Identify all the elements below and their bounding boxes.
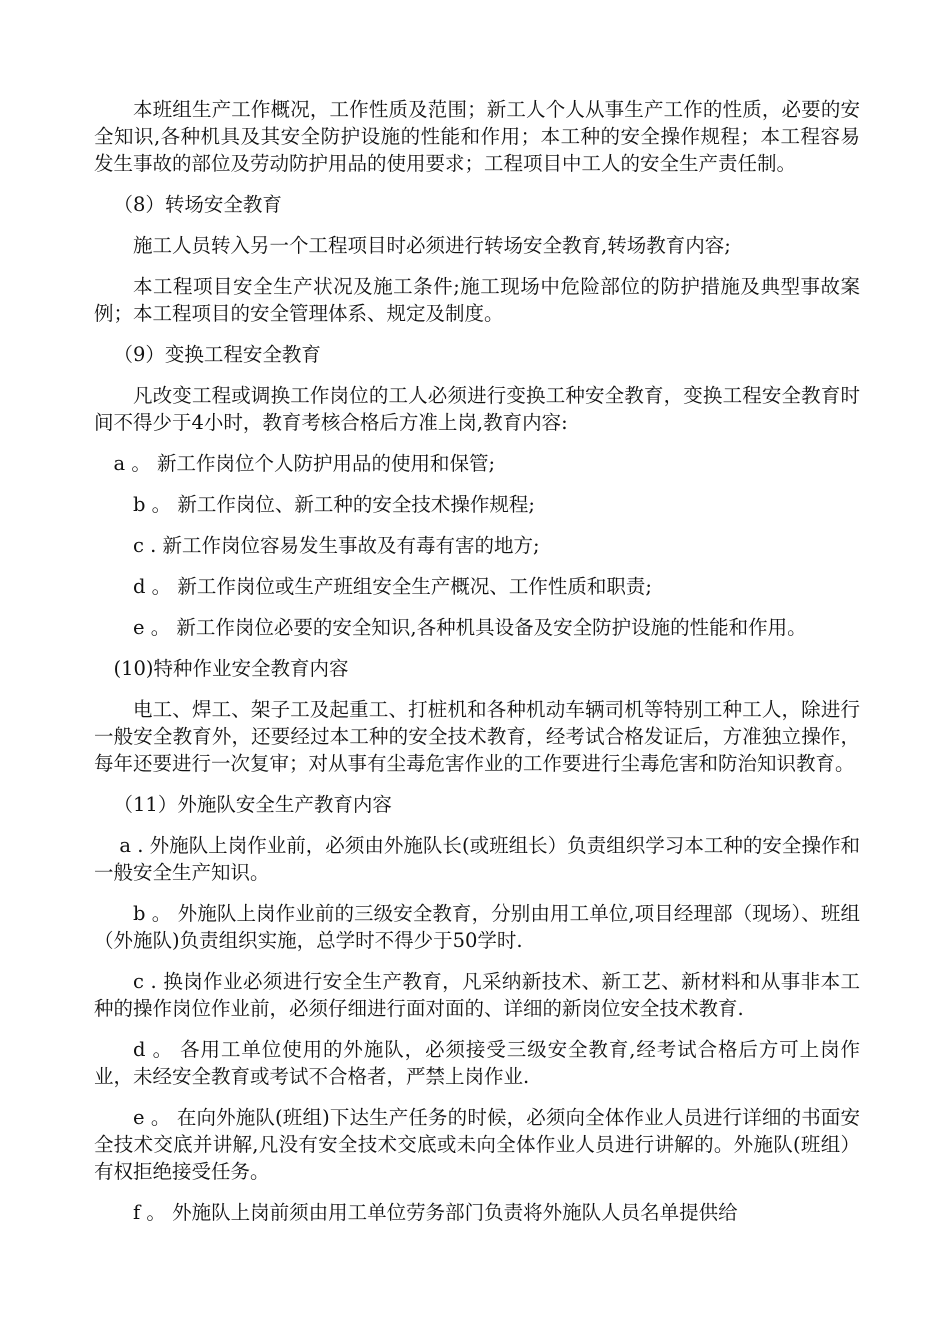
paragraph-class-overview: 本班组生产工作概况，工作性质及范围；新工人个人从事生产工作的性质，必要的安全知识,各种机具及其安全防护设施的性能和作用；本工种的安全操作规程；本工程容易发生事故的部位及劳动防护用品的使用要求；工程项目中工人的安全生产责任制。 <box>94 98 860 175</box>
list-item-outside-e: e 。 在向外施队(班组)下达生产任务的时候，必须向全体作业人员进行详细的书面安全技术交底并讲解,凡没有安全技术交底或未向全体作业人员进行讲解的。外施队(班组）有权拒绝接受任务。 <box>94 1106 860 1183</box>
heading-transfer-education: （8）转场安全教育 <box>113 193 282 216</box>
list-item-change-c: c . 新工作岗位容易发生事故及有毒有害的地方; <box>133 534 540 557</box>
paragraph-transfer-content: 本工程项目安全生产状况及施工条件;施工现场中危险部位的防护措施及典型事故案例；本工程项目的安全管理体系、规定及制度。 <box>94 275 860 325</box>
list-item-outside-c: c . 换岗作业必须进行安全生产教育，凡采纳新技术、新工艺、新材料和从事非本工种的操作岗位作业前，必须仔细进行面对面的、详细的新岗位安全技术教育. <box>94 970 860 1020</box>
paragraph-special-work: 电工、焊工、架子工及起重工、打桩机和各种机动车辆司机等特别工种工人，除进行一般安全教育外，还要经过本工种的安全技术教育，经考试合格发证后，方准独立操作，每年还要进行一次复审；对从事有尘毒危害作业的工作要进行尘毒危害和防治知识教育。 <box>94 698 860 775</box>
list-item-change-a: a 。 新工作岗位个人防护用品的使用和保管; <box>113 452 496 475</box>
heading-change-education: （9）变换工程安全教育 <box>113 343 321 366</box>
heading-outside-team: （11）外施队安全生产教育内容 <box>113 793 392 816</box>
list-item-change-b: b 。 新工作岗位、新工种的安全技术操作规程; <box>133 493 535 516</box>
heading-special-work: (10)特种作业安全教育内容 <box>113 657 349 680</box>
list-item-outside-b: b 。 外施队上岗作业前的三级安全教育，分别由用工单位,项目经理部（现场）、班组（外施队)负责组织实施，总学时不得少于50学时. <box>94 902 860 952</box>
list-item-change-e: e 。 新工作岗位必要的安全知识,各种机具设备及安全防护设施的性能和作用。 <box>133 616 807 639</box>
document-body <box>94 96 860 1240</box>
list-item-outside-d: d 。 各用工单位使用的外施队，必须接受三级安全教育,经考试合格后方可上岗作业，未经安全教育或考试不合格者，严禁上岗作业. <box>94 1038 860 1088</box>
paragraph-transfer-intro: 施工人员转入另一个工程项目时必须进行转场安全教育,转场教育内容; <box>133 234 731 257</box>
list-item-outside-a: a . 外施队上岗作业前，必须由外施队长(或班组长）负责组织学习本工种的安全操作和一般安全生产知识。 <box>94 834 860 884</box>
list-item-change-d: d 。 新工作岗位或生产班组安全生产概况、工作性质和职责; <box>133 575 652 598</box>
list-item-outside-f: f 。 外施队上岗前须由用工单位劳务部门负责将外施队人员名单提供给 <box>133 1201 738 1224</box>
paragraph-change-intro: 凡改变工程或调换工作岗位的工人必须进行变换工种安全教育，变换工程安全教育时间不得少于4小时，教育考核合格后方准上岗,教育内容: <box>94 384 860 434</box>
